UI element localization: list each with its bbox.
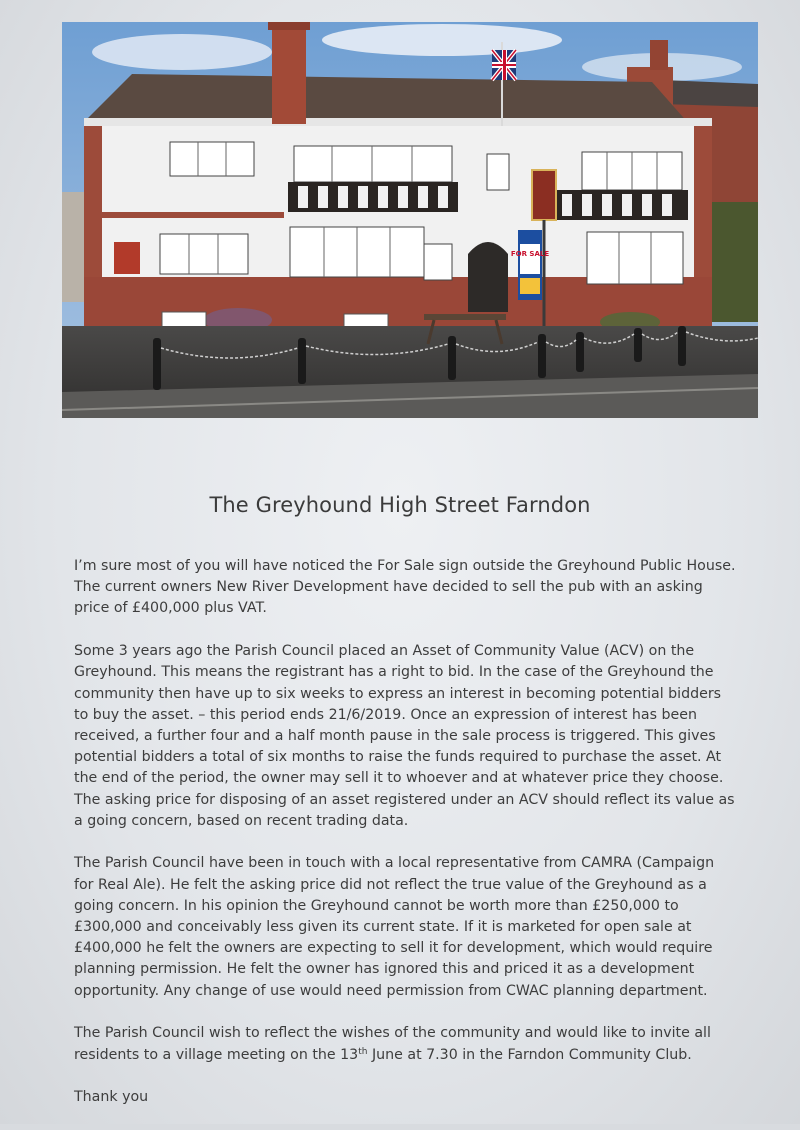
text-line: £300,000 and conceivably less given its current state. If it is marketed for open sale at (74, 919, 692, 936)
document-title: The Greyhound High Street Farndon (209, 493, 591, 517)
paragraph-meeting (74, 1023, 786, 1065)
front-door (468, 242, 508, 312)
text-line: planning permission. He felt the owner has ignored this and priced it as a development (74, 961, 695, 978)
text-line: Some 3 years ago the Parish Council placed an Asset of Community Value (ACV) on the (74, 643, 695, 660)
chimney (272, 24, 306, 124)
text-line: £400,000 he felt the owners are expecting to sell it for development, which would require (74, 940, 713, 957)
text-line: The Parish Council have been in touch with a local representative from CAMRA (Campaign (74, 855, 715, 872)
pub-photo (62, 22, 758, 418)
for-sale-sign-text: FOR SALE (510, 250, 550, 258)
ordinal-suffix: th (358, 1046, 368, 1057)
paragraph-camra (74, 853, 786, 1001)
text-line: price of £400,000 plus VAT. (74, 600, 267, 617)
letter-body (74, 556, 786, 1130)
text-line: community then have up to six weeks to express an interest in becoming potential bidders (74, 685, 722, 702)
pub-sign (532, 170, 556, 220)
text-line: The current owners New River Development have decided to sell the pub with an asking (74, 579, 703, 596)
text-line (74, 1045, 786, 1066)
timber-band (288, 182, 458, 212)
meeting-venue-text: June at 7.30 in the Farndon Community Club. (367, 1046, 692, 1063)
text-line: The asking price for disposing of an asset registered under an ACV should reflect its value as (74, 791, 735, 808)
text-line: I’m sure most of you will have noticed the For Sale sign outside the Greyhound Public House. (74, 558, 736, 574)
text-line: a going concern, based on recent trading data. (74, 812, 409, 829)
meeting-date-text: residents to a village meeting on the 13 (74, 1046, 359, 1063)
text-line: received, a further four and a half month pause in the sale process is triggered. This gives (74, 727, 716, 744)
text-line: to buy the asset. – this period ends 21/6/2019. Once an expression of interest has been (74, 706, 697, 723)
text-line: potential bidders a total of six months to raise the funds required to purchase the asset. At (74, 749, 722, 766)
text-line: The Parish Council wish to reflect the wishes of the community and would like to invite all (74, 1025, 711, 1042)
text-line: for Real Ale). He felt the asking price did not reflect the true value of the Greyhound as a (74, 876, 707, 893)
paragraph-for-sale (74, 556, 786, 620)
text-line: opportunity. Any change of use would need permission from CWAC planning department. (74, 982, 708, 999)
text-line: Greyhound. This means the registrant has a right to bid. In the case of the Greyhound the (74, 664, 714, 681)
text-line: the end of the period, the owner may sell it to whoever and at whatever price they choose. (74, 770, 724, 787)
paragraph-acv (74, 641, 786, 832)
text-line: going concern. In his opinion the Greyhound cannot be worth more than £250,000 to (74, 897, 679, 914)
signoff: Thank you (74, 1089, 149, 1106)
